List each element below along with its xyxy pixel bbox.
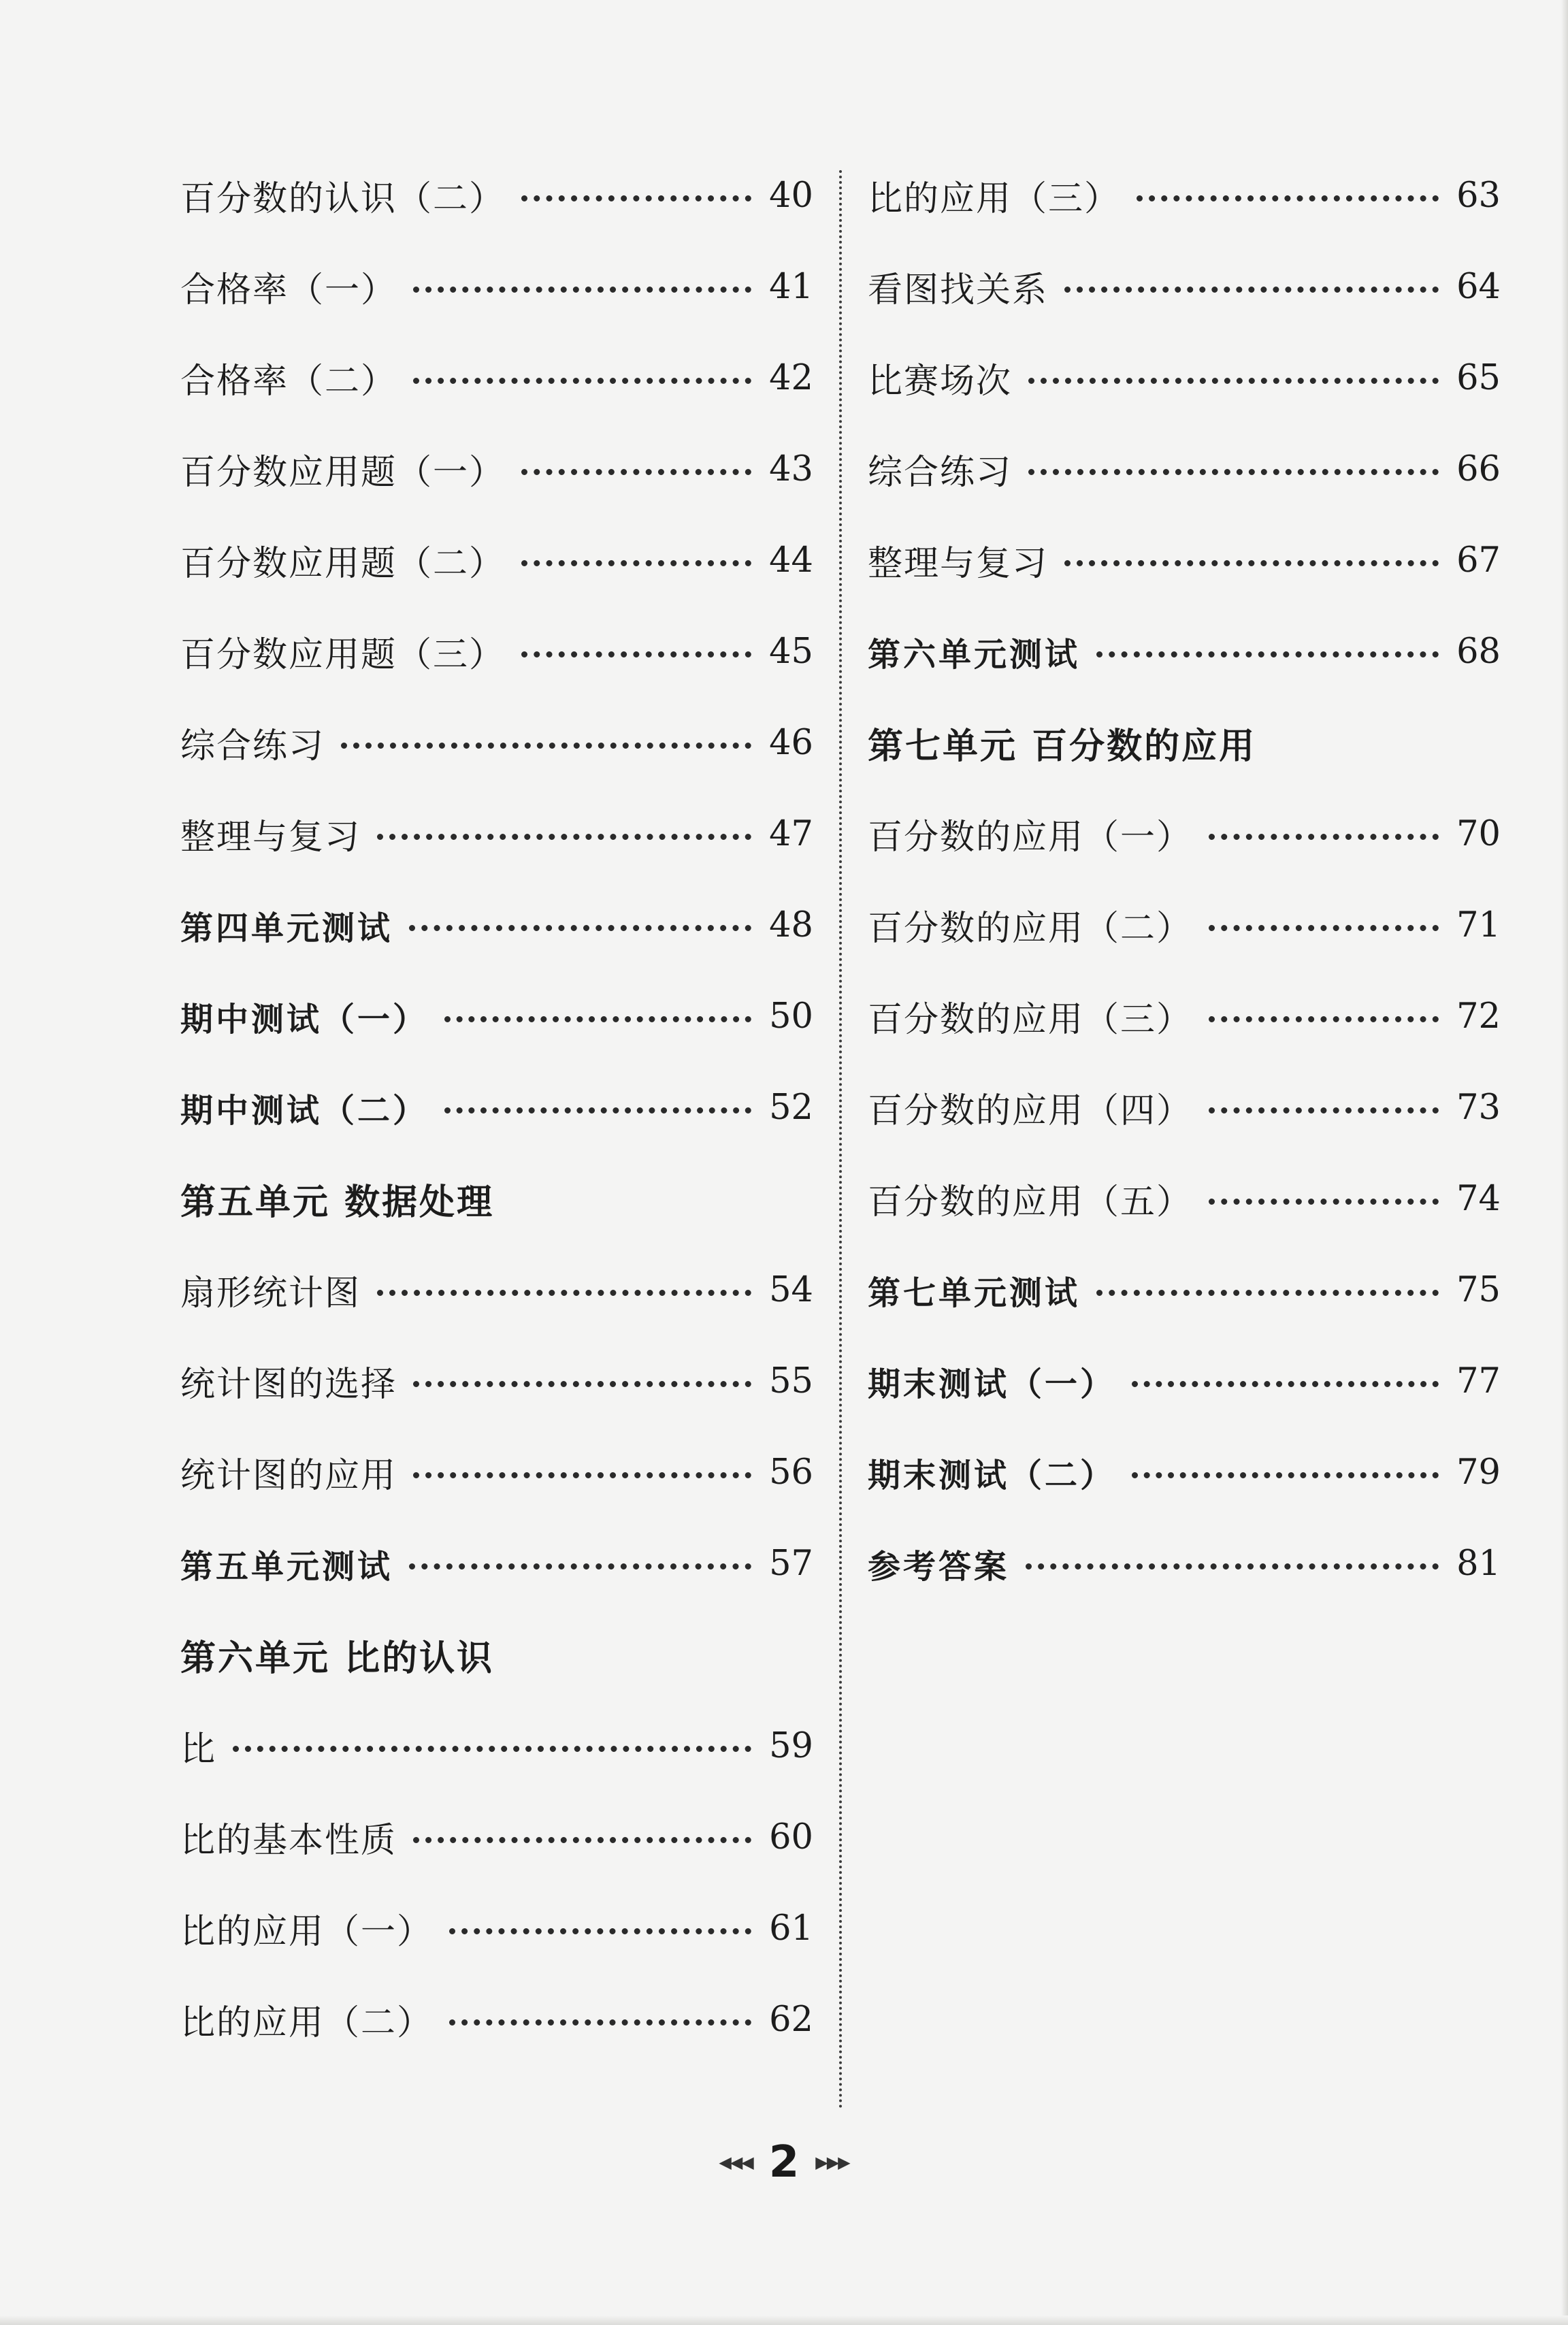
toc-entry[interactable] xyxy=(868,1518,1501,1609)
toc-entry-page: 77 xyxy=(1456,1361,1501,1401)
dot-leader xyxy=(521,469,751,475)
toc-entry[interactable] xyxy=(180,606,813,697)
toc-entry-page: 45 xyxy=(769,631,813,672)
dot-leader xyxy=(444,1016,751,1022)
toc-entry[interactable] xyxy=(180,1062,813,1153)
dot-leader xyxy=(521,195,751,201)
toc-entry-title: 期末测试（二） xyxy=(868,1456,1116,1495)
dot-leader xyxy=(521,560,751,566)
toc-entry[interactable] xyxy=(868,1244,1501,1335)
dot-leader xyxy=(1209,925,1439,931)
page-number: 2 xyxy=(768,2137,800,2188)
toc-entry[interactable] xyxy=(180,1791,813,1883)
dot-leader xyxy=(1064,560,1439,566)
left-arrows-icon: ◀◀◀ xyxy=(719,2153,753,2172)
toc-entry[interactable] xyxy=(868,150,1501,241)
toc-entry[interactable] xyxy=(868,332,1501,423)
toc-entry[interactable] xyxy=(868,1335,1501,1427)
toc-entry-title: 比 xyxy=(180,1729,217,1770)
dot-leader xyxy=(341,743,751,749)
toc-entry-page: 50 xyxy=(769,996,813,1037)
toc-entry[interactable] xyxy=(180,1700,813,1791)
dot-leader xyxy=(1028,469,1439,475)
toc-entry-page: 57 xyxy=(769,1543,813,1584)
toc-entry-page: 40 xyxy=(769,175,813,216)
dot-leader xyxy=(413,378,751,384)
toc-entry-page: 72 xyxy=(1456,996,1501,1037)
toc-entry-title: 期中测试（二） xyxy=(180,1091,429,1130)
dot-leader xyxy=(1209,1107,1439,1113)
toc-entry[interactable] xyxy=(180,1883,813,1974)
toc-entry-title: 百分数的应用（二） xyxy=(868,909,1193,949)
dot-leader xyxy=(1209,834,1439,840)
toc-entry-page: 55 xyxy=(769,1361,813,1401)
dot-leader xyxy=(1096,651,1439,657)
dot-leader xyxy=(413,1472,751,1478)
page-footer xyxy=(0,2137,1568,2188)
toc-entry-title: 看图找关系 xyxy=(868,270,1049,310)
toc-entry-page: 64 xyxy=(1456,266,1501,307)
toc-entry-title: 百分数的应用（五） xyxy=(868,1182,1193,1222)
toc-entry-page: 60 xyxy=(769,1817,813,1857)
dot-leader xyxy=(444,1107,751,1113)
toc-entry-page: 66 xyxy=(1456,449,1501,489)
toc-entry-title: 第七单元测试 xyxy=(868,1273,1081,1312)
dot-leader xyxy=(1064,287,1439,293)
toc-entry-page: 71 xyxy=(1456,905,1501,945)
toc-entry-page: 81 xyxy=(1456,1543,1501,1584)
toc-entry-title: 合格率（一） xyxy=(180,270,397,310)
toc-entry-page: 54 xyxy=(769,1269,813,1310)
toc-entry-page: 73 xyxy=(1456,1087,1501,1128)
toc-entry[interactable] xyxy=(868,241,1501,332)
toc-entry-page: 79 xyxy=(1456,1452,1501,1493)
toc-entry[interactable] xyxy=(180,1518,813,1609)
toc-entry-title: 百分数的应用（一） xyxy=(868,817,1193,858)
dot-leader xyxy=(1132,1381,1439,1387)
dot-leader xyxy=(409,925,751,931)
toc-entry-title: 第六单元测试 xyxy=(868,635,1081,674)
toc-entry[interactable] xyxy=(180,697,813,788)
toc-entry[interactable] xyxy=(868,1062,1501,1153)
toc-entry-title: 比的应用（一） xyxy=(180,1912,434,1952)
toc-entry-page: 74 xyxy=(1456,1178,1501,1219)
toc-entry[interactable] xyxy=(180,788,813,879)
toc-entry-page: 56 xyxy=(769,1452,813,1493)
dot-leader xyxy=(521,651,751,657)
toc-entry-page: 70 xyxy=(1456,813,1501,854)
section-heading: 第七单元 百分数的应用 xyxy=(868,726,1257,767)
dot-leader xyxy=(1096,1290,1439,1296)
dot-leader xyxy=(409,1563,751,1570)
dot-leader xyxy=(413,1381,751,1387)
toc-entry-title: 百分数应用题（一） xyxy=(180,453,506,493)
dot-leader xyxy=(449,2019,751,2026)
toc-entry[interactable] xyxy=(868,423,1501,515)
toc-right-column xyxy=(868,150,1501,1609)
right-arrows-icon: ▶▶▶ xyxy=(815,2153,849,2172)
toc-entry[interactable] xyxy=(868,879,1501,971)
toc-entry-title: 百分数应用题（三） xyxy=(180,635,506,675)
toc-entry-title: 统计图的应用 xyxy=(180,1456,397,1496)
dot-leader xyxy=(377,834,751,840)
toc-entry[interactable] xyxy=(868,515,1501,606)
toc-entry-title: 整理与复习 xyxy=(868,544,1049,584)
toc-entry-title: 百分数的应用（三） xyxy=(868,1000,1193,1040)
toc-entry[interactable] xyxy=(180,241,813,332)
toc-entry-title: 期中测试（一） xyxy=(180,1000,429,1039)
toc-entry-page: 42 xyxy=(769,357,813,398)
toc-entry[interactable] xyxy=(180,1335,813,1427)
toc-entry-page: 68 xyxy=(1456,631,1501,672)
toc-entry[interactable] xyxy=(180,879,813,971)
toc-entry-title: 参考答案 xyxy=(868,1547,1010,1586)
dot-leader xyxy=(1026,1563,1439,1570)
toc-entry[interactable] xyxy=(868,1427,1501,1518)
toc-entry[interactable] xyxy=(180,1244,813,1335)
toc-entry-page: 41 xyxy=(769,266,813,307)
toc-entry-page: 44 xyxy=(769,540,813,581)
toc-entry-page: 62 xyxy=(769,1999,813,2040)
toc-entry-page: 75 xyxy=(1456,1269,1501,1310)
toc-entry-page: 59 xyxy=(769,1725,813,1766)
toc-entry-title: 第五单元测试 xyxy=(180,1547,393,1586)
toc-entry-title: 比的应用（三） xyxy=(868,179,1121,219)
toc-entry-title: 合格率（二） xyxy=(180,361,397,402)
dot-leader xyxy=(413,1837,751,1843)
toc-entry-page: 65 xyxy=(1456,357,1501,398)
toc-entry[interactable] xyxy=(180,1974,813,2065)
toc-entry[interactable] xyxy=(180,1427,813,1518)
toc-entry-title: 统计图的选择 xyxy=(180,1365,397,1405)
toc-entry-title: 百分数应用题（二） xyxy=(180,544,506,584)
toc-entry-title: 期末测试（一） xyxy=(868,1365,1116,1403)
toc-entry[interactable] xyxy=(868,788,1501,879)
page-edge xyxy=(1561,0,1568,2325)
toc-entry-page: 46 xyxy=(769,722,813,763)
section-heading: 第五单元 数据处理 xyxy=(180,1182,495,1223)
toc-entry-title: 百分数的认识（二） xyxy=(180,179,506,219)
toc-entry[interactable] xyxy=(180,971,813,1062)
dot-leader xyxy=(449,1928,751,1934)
toc-entry[interactable] xyxy=(180,150,813,241)
toc-entry-page: 67 xyxy=(1456,540,1501,581)
page-edge xyxy=(0,2315,1568,2325)
toc-entry-page: 47 xyxy=(769,813,813,854)
toc-entry[interactable] xyxy=(868,971,1501,1062)
toc-entry-title: 比的基本性质 xyxy=(180,1821,397,1861)
dot-leader xyxy=(1132,1472,1439,1478)
toc-entry-page: 63 xyxy=(1456,175,1501,216)
dot-leader xyxy=(1209,1199,1439,1205)
toc-entry[interactable] xyxy=(868,1153,1501,1244)
dot-leader xyxy=(1028,378,1439,384)
dot-leader xyxy=(377,1290,751,1296)
dot-leader xyxy=(1209,1016,1439,1022)
toc-entry-page: 52 xyxy=(769,1087,813,1128)
section-heading: 第六单元 比的认识 xyxy=(180,1638,495,1679)
toc-entry-title: 第四单元测试 xyxy=(180,909,393,947)
toc-entry-title: 综合练习 xyxy=(180,726,325,766)
toc-entry-title: 综合练习 xyxy=(868,453,1013,493)
toc-left-column xyxy=(180,150,813,2065)
column-divider xyxy=(839,170,842,2110)
dot-leader xyxy=(413,287,751,293)
toc-entry-page: 43 xyxy=(769,449,813,489)
toc-entry[interactable] xyxy=(180,423,813,515)
toc-entry-page: 61 xyxy=(769,1908,813,1949)
toc-entry-title: 整理与复习 xyxy=(180,817,361,858)
toc-entry-page: 48 xyxy=(769,905,813,945)
toc-entry[interactable] xyxy=(180,515,813,606)
dot-leader xyxy=(1137,195,1439,201)
dot-leader xyxy=(233,1746,751,1752)
toc-entry[interactable] xyxy=(868,606,1501,697)
toc-entry-title: 比赛场次 xyxy=(868,361,1013,402)
toc-entry-title: 扇形统计图 xyxy=(180,1273,361,1314)
toc-entry-title: 百分数的应用（四） xyxy=(868,1091,1193,1131)
toc-entry[interactable] xyxy=(180,332,813,423)
toc-entry-title: 比的应用（二） xyxy=(180,2003,434,2043)
